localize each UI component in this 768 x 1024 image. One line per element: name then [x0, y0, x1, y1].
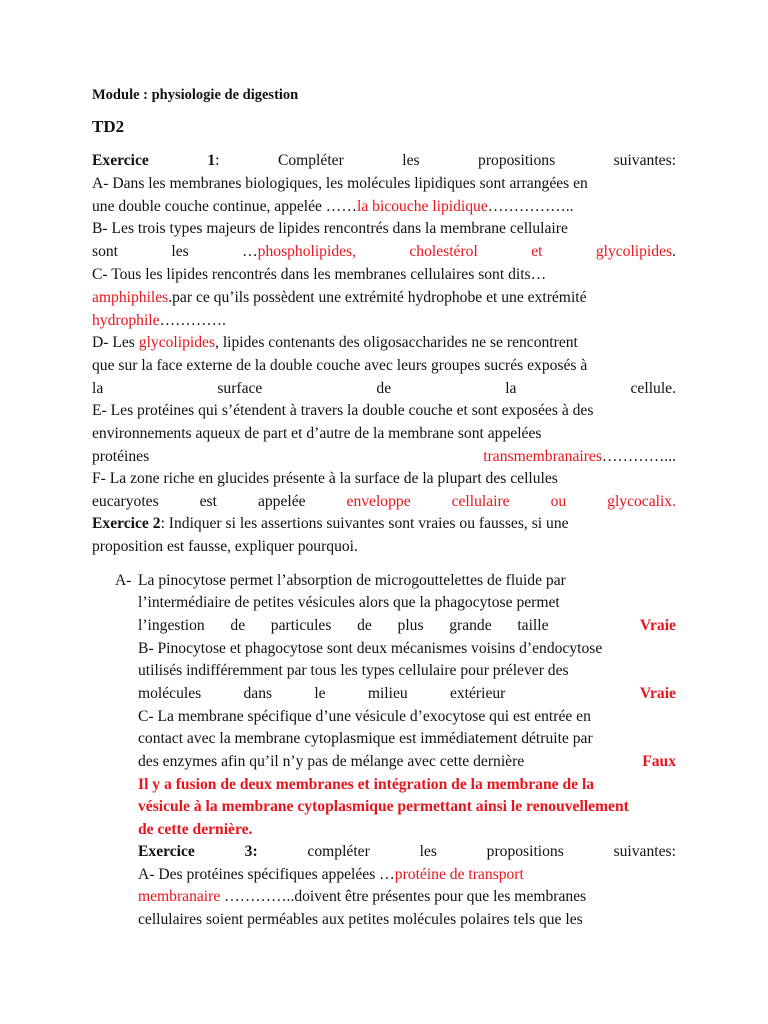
- ex1-c-line2: [92, 287, 587, 309]
- ex1-b-line2: [92, 241, 676, 263]
- answer-text: glycocalix.: [607, 493, 676, 510]
- text-span: : Indiquer si les assertions suivantes sont vraies ou fausses, si une: [160, 515, 569, 532]
- text-span: sont: [92, 243, 118, 260]
- ex3-a-line2: [138, 886, 586, 908]
- ex2-b-line2: utilisés indifféremment par tous les types cellulaire pour prélever des: [138, 662, 569, 679]
- text-span: de: [376, 380, 392, 397]
- exercise2-heading: [92, 513, 569, 535]
- text-span: de: [230, 617, 246, 634]
- heading-word: les: [402, 152, 420, 169]
- text-span: le: [314, 685, 326, 702]
- ex1-b-line1: B- Les trois types majeurs de lipides rencontrés dans la membrane cellulaire: [92, 220, 568, 237]
- text-span: ……………..: [487, 198, 574, 215]
- ex1-a-line1: A- Dans les membranes biologiques, les molécules lipidiques sont arrangées en: [92, 175, 588, 192]
- text-span: particules: [270, 617, 332, 634]
- text-span: les: [171, 243, 189, 260]
- exercise3-label: Exercice: [138, 843, 195, 860]
- ex2-a-line1: La pinocytose permet l’absorption de microgouttelettes de fluide par: [138, 572, 566, 589]
- text-span: est: [199, 493, 217, 510]
- text-span: la: [92, 380, 104, 397]
- spacer: [548, 683, 598, 705]
- text-span: la: [505, 380, 517, 397]
- answer-text: membranaire: [138, 888, 221, 905]
- answer-text: amphiphiles: [92, 289, 169, 306]
- text-span: de: [357, 617, 372, 634]
- answer-text: cellulaire: [451, 493, 510, 510]
- answer-text: phospholipides,: [257, 243, 357, 260]
- ex1-c-line1: C- Tous les lipides rencontrés dans les membranes cellulaires sont dits…: [92, 266, 547, 283]
- ex2-c-explanation-line1: Il y a fusion de deux membranes et intégration de la membrane de la: [138, 776, 595, 793]
- ex1-d-line3: [92, 378, 676, 400]
- answer-true: Vraie: [639, 617, 676, 634]
- heading-word: compléter: [307, 843, 370, 860]
- exercise3-number: 3:: [244, 843, 258, 860]
- text-span: taille: [517, 617, 549, 634]
- exercise1-label: Exercice: [92, 152, 149, 169]
- text-span: ………….: [159, 312, 226, 329]
- heading-word: les: [419, 843, 437, 860]
- text-span: milieu: [367, 685, 408, 702]
- exercise2-label: Exercice 2: [92, 515, 161, 532]
- answer-text: transmembranaires: [483, 448, 602, 465]
- text-span: .: [672, 243, 676, 260]
- ex1-f-line2: [92, 491, 676, 513]
- ex1-f-line1: F- La zone riche en glucides présente à la surface de la plupart des cellules: [92, 470, 558, 487]
- ex1-d-line2: que sur la face externe de la double couche avec leurs groupes sucrés exposés à: [92, 357, 588, 374]
- text-span: cellule.: [630, 380, 676, 397]
- heading-word: propositions: [478, 152, 556, 169]
- answer-true: Vraie: [639, 685, 676, 702]
- text-span: , lipides contenants des oligosaccharides ne se rencontrent: [215, 334, 578, 351]
- text-span: …………..doivent être présentes pour que les membranes: [220, 888, 587, 905]
- text-span: une double couche continue, appelée ……: [92, 198, 357, 215]
- ex1-a-line2: [92, 196, 574, 218]
- text-span: plus: [397, 617, 424, 634]
- ex2-b-line1: B- Pinocytose et phagocytose sont deux mécanismes voisins d’endocytose: [138, 640, 603, 657]
- ex1-c-line3: [92, 310, 226, 332]
- answer-text: et: [531, 243, 543, 260]
- text-span: grande: [449, 617, 492, 634]
- answer-text: ou: [550, 493, 567, 510]
- heading-word: propositions: [486, 843, 564, 860]
- text-span: …: [242, 243, 258, 260]
- text-span: A- Des protéines spécifiques appelées …: [138, 866, 395, 883]
- heading-word: Compléter: [277, 152, 344, 169]
- exercise1-heading: [92, 150, 676, 172]
- answer-text: glycolipides: [138, 334, 216, 351]
- module-title: Module : physiologie de digestion: [92, 87, 299, 103]
- ex2-a-marker: A-: [115, 572, 132, 589]
- text-span: …………...: [601, 448, 676, 465]
- answer-text: hydrophile: [92, 312, 160, 329]
- ex2-a-line3: [138, 615, 676, 637]
- ex2-c-explanation-line3: de cette dernière.: [138, 821, 253, 838]
- text-span: dans: [243, 685, 273, 702]
- heading-word: suivantes:: [613, 843, 676, 860]
- text-span: appelée: [257, 493, 306, 510]
- exercise2-line2: proposition est fausse, expliquer pourquoi.: [92, 538, 358, 555]
- ex2-c-explanation-line2: vésicule à la membrane cytoplasmique permettant ainsi le renouvellement: [138, 798, 629, 815]
- ex1-e-line1: E- Les protéines qui s’étendent à travers la double couche et sont exposées à des: [92, 402, 594, 419]
- spacer: [574, 615, 614, 637]
- text-span: molécules: [138, 685, 202, 702]
- td-title: TD2: [92, 117, 125, 136]
- ex2-c-line2: contact avec la membrane cytoplasmique est immédiatement détruite par: [138, 730, 593, 747]
- ex3-a-line1: [138, 864, 524, 886]
- ex2-c-line3: des enzymes afin qu’il n’y pas de mélange avec cette dernière: [138, 753, 525, 770]
- answer-false: Faux: [642, 753, 676, 770]
- answer-text: glycolipides: [595, 243, 673, 260]
- answer-text: la bicouche lipidique: [357, 198, 488, 215]
- text-span: extérieur: [449, 685, 506, 702]
- exercise1-number: 1: [207, 152, 216, 169]
- text-span: eucaryotes: [92, 493, 159, 510]
- answer-text: cholestérol: [409, 243, 478, 260]
- exercise1-colon: :: [215, 152, 220, 169]
- text-span: surface: [217, 380, 263, 397]
- text-span: l’ingestion: [138, 617, 205, 634]
- heading-word: suivantes:: [613, 152, 676, 169]
- answer-text: enveloppe: [346, 493, 411, 510]
- ex2-b-line3: [138, 683, 676, 705]
- ex3-a-line3: cellulaires soient perméables aux petites molécules polaires tels que les: [138, 911, 583, 928]
- text-span: protéines: [92, 448, 150, 465]
- text-span: .par ce qu’ils possèdent une extrémité hydrophobe et une extrémité: [168, 289, 587, 306]
- answer-text: protéine de transport: [394, 866, 524, 883]
- ex1-d-line1: [92, 332, 578, 354]
- ex2-a-line2: l’intermédiaire de petites vésicules alors que la phagocytose permet: [138, 594, 560, 611]
- ex1-e-line3: [92, 446, 676, 468]
- ex2-c-line1: C- La membrane spécifique d’une vésicule d’exocytose qui est entrée en: [138, 708, 591, 725]
- text-span: D- Les: [92, 334, 139, 351]
- ex1-e-line2: environnements aqueux de part et d’autre de la membrane sont appelées: [92, 425, 542, 442]
- exercise3-heading: [138, 841, 676, 863]
